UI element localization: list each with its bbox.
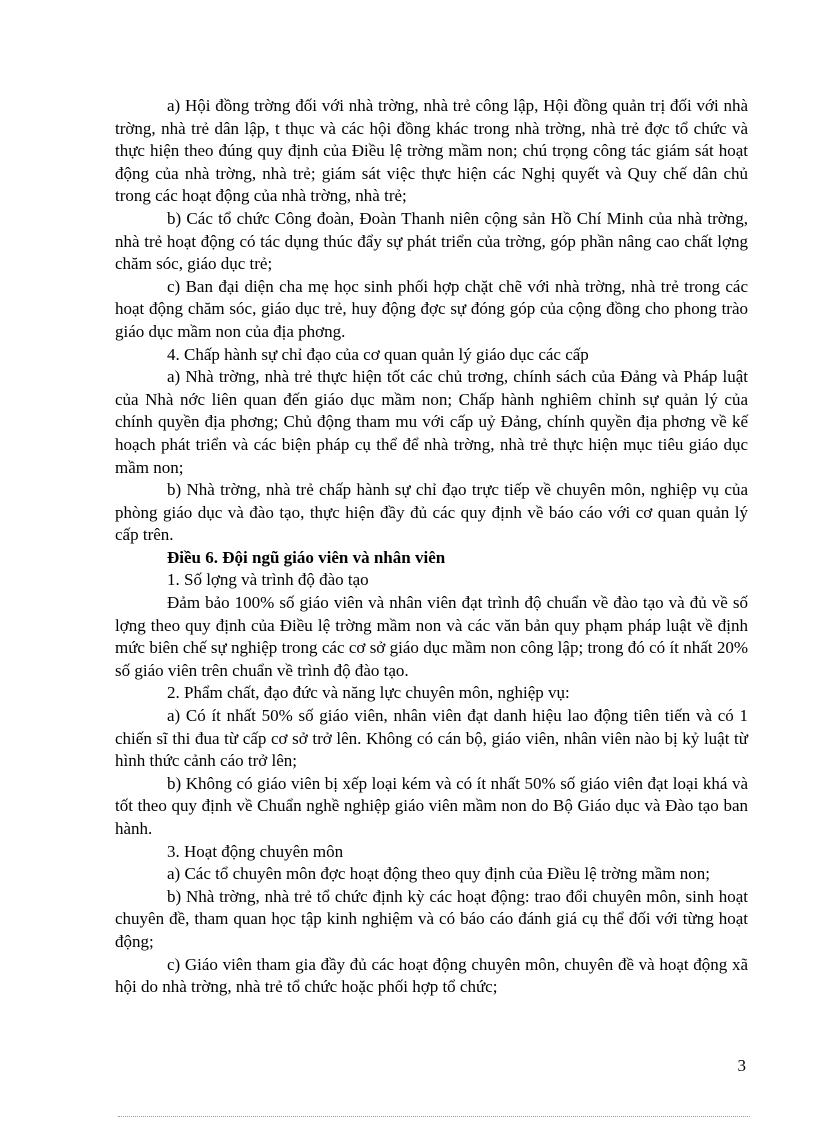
paragraph: a) Các tổ chuyên môn đợc hoạt động theo quy định của Điều lệ trờng mầm non;	[167, 864, 710, 884]
paragraph: b) Nhà trờng, nhà trẻ chấp hành sự chỉ đạo trực tiếp về chuyên môn, nghiệp vụ của phòng giáo dục và đào tạo, thực hiện đầy đủ các quy định về báo cáo với cơ quan quản lý cấp trên.	[115, 480, 748, 545]
paragraph: b) Nhà trờng, nhà trẻ tổ chức định kỳ các hoạt động: trao đổi chuyên môn, sinh hoạt chuyên đề, tham quan học tập kinh nghiệm và có báo cáo đánh giá cụ thể đối với từng hoạt động;	[115, 886, 748, 951]
paragraph: a) Hội đồng trờng đối với nhà trờng, nhà trẻ công lập, Hội đồng quản trị đối với nhà trờng, nhà trẻ dân lập, t thục và các hội đồng khác trong nhà trờng, nhà trẻ đợc tổ chức và thực hiện theo đúng quy định của Điều lệ trờng mầm non; chú trọng công tác giám sát hoạt động của nhà trờng, nhà trẻ; giám sát việc thực hiện các Nghị quyết và Quy chế dân chủ trong các hoạt động của nhà trờng, nhà trẻ;	[115, 96, 748, 206]
section-item: 4. Chấp hành sự chỉ đạo của cơ quan quản lý giáo dục các cấp	[167, 344, 589, 364]
paragraph: a) Có ít nhất 50% số giáo viên, nhân viên đạt danh hiệu lao động tiên tiến và có 1 chiến sĩ thi đua từ cấp cơ sở trở lên. Không có cán bộ, giáo viên, nhân viên nào bị kỷ luật từ hình thức cảnh cáo trở lên;	[115, 706, 748, 771]
section-item: 2. Phẩm chất, đạo đức và năng lực chuyên môn, nghiệp vụ:	[167, 683, 570, 703]
section-item: 3. Hoạt động chuyên môn	[167, 841, 344, 861]
paragraph: a) Nhà trờng, nhà trẻ thực hiện tốt các chủ trơng, chính sách của Đảng và Pháp luật của Nhà nớc liên quan đến giáo dục mầm non; Chấp hành nghiêm chỉnh sự quản lý của chính quyền địa phơng; Chủ động tham mu với cấp uỷ Đảng, chính quyền địa phơng về kế hoạch phát triển và các biện pháp cụ thể để nhà trờng, nhà trẻ thực hiện mục tiêu giáo dục mầm non;	[115, 367, 748, 477]
paragraph: b) Không có giáo viên bị xếp loại kém và có ít nhất 50% số giáo viên đạt loại khá và tốt theo quy định về Chuẩn nghề nghiệp giáo viên mầm non do Bộ Giáo dục và Đào tạo ban hành.	[115, 773, 748, 838]
page-number: 3	[737, 1056, 746, 1075]
paragraph: b) Các tổ chức Công đoàn, Đoàn Thanh niên cộng sản Hồ Chí Minh của nhà trờng, nhà trẻ hoạt động có tác dụng thúc đẩy sự phát triển của trờng, góp phần nâng cao chất lợng chăm sóc, giáo dục trẻ;	[115, 208, 748, 274]
page-body	[115, 95, 748, 999]
paragraph: Đảm bảo 100% số giáo viên và nhân viên đạt trình độ chuẩn về đào tạo và đủ về số lợng theo quy định của Điều lệ trờng mầm non và các văn bản quy phạm pháp luật về định mức biên chế sự nghiệp trong các cơ sở giáo dục mầm non công lập; trong đó có ít nhất 20% số giáo viên trên chuẩn về trình độ đào tạo.	[115, 593, 748, 680]
paragraph: c) Giáo viên tham gia đầy đủ các hoạt động chuyên môn, chuyên đề và hoạt động xã hội do nhà trờng, nhà trẻ tổ chức hoặc phối hợp tổ chức;	[115, 954, 748, 997]
article-heading: Điều 6. Đội ngũ giáo viên và nhân viên	[167, 547, 446, 567]
footer-rule	[118, 1116, 750, 1117]
paragraph: c) Ban đại diện cha mẹ học sinh phối hợp chặt chẽ với nhà trờng, nhà trẻ trong các hoạt động chăm sóc, giáo dục trẻ, huy động đợc sự đóng góp của cộng đồng cho phong trào giáo dục mầm non của địa phơng.	[115, 276, 748, 341]
section-item: 1. Số lợng và trình độ đào tạo	[167, 570, 369, 590]
